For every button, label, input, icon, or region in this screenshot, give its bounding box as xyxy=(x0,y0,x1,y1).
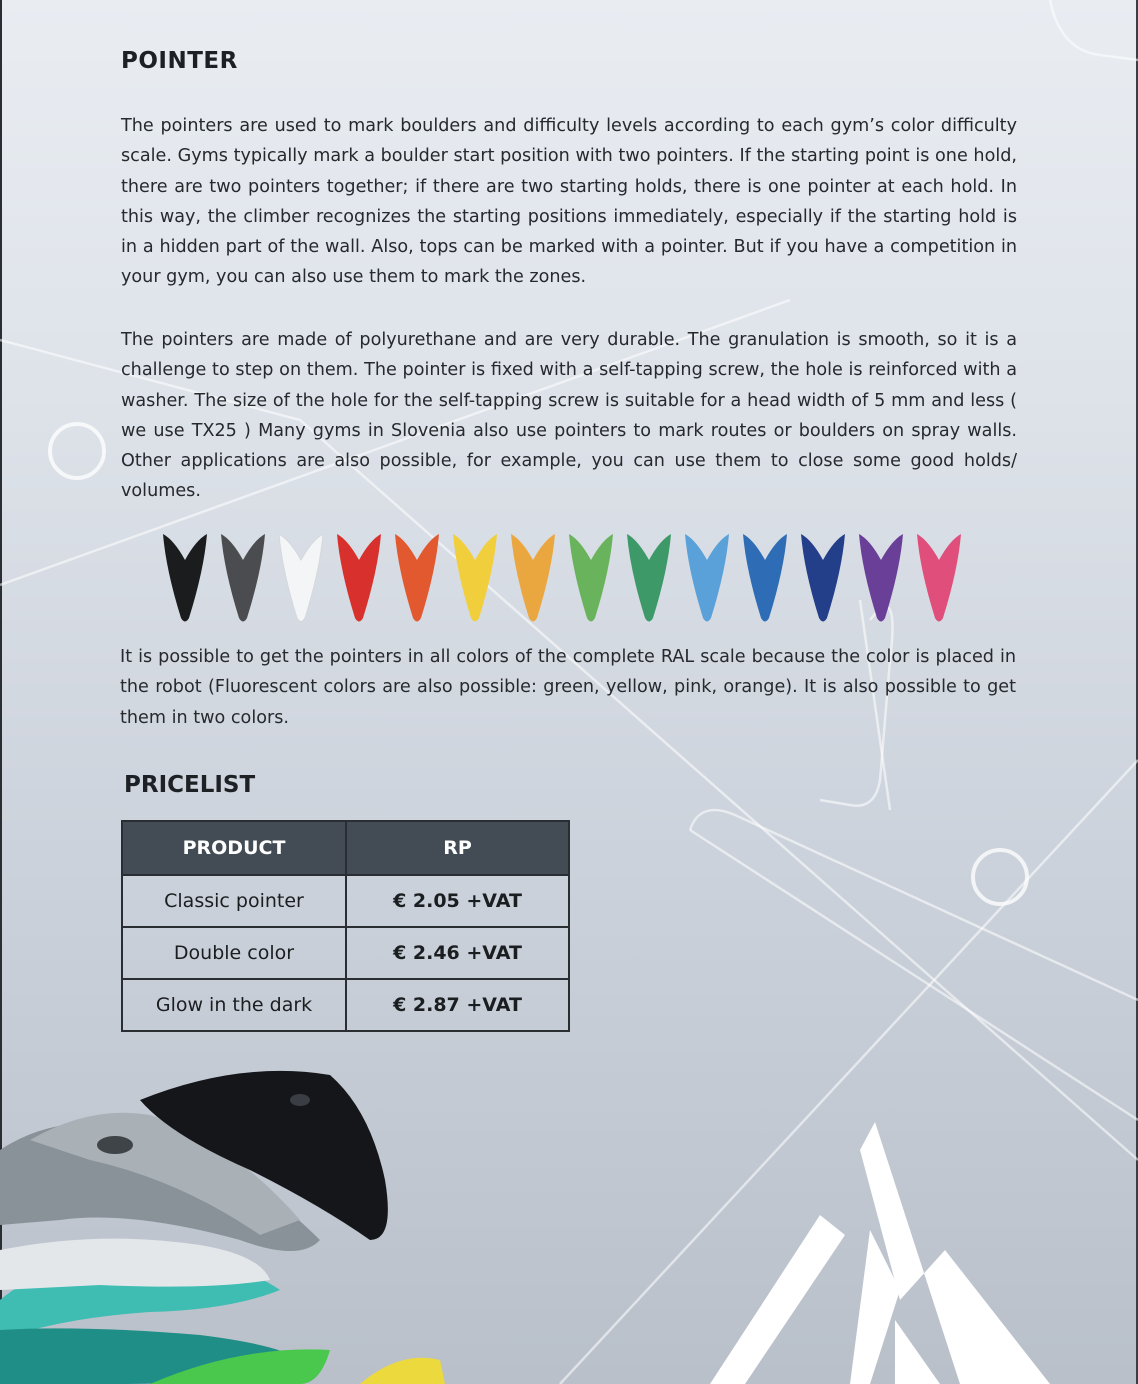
pointer-swatch xyxy=(914,530,964,624)
pointer-swatch xyxy=(566,530,616,624)
table-row xyxy=(122,927,569,979)
brand-logo xyxy=(710,1122,1050,1384)
product-name-cell: Double color xyxy=(122,927,346,979)
pointer-color-swatches xyxy=(160,530,970,626)
intro-paragraph: The pointers are used to mark boulders and difficulty levels according to each gym’s color difficulty scale. Gyms typically mark a boulder start position with two pointers. If the starting point is one hold, there are two pointers together; if there are two starting holds, there is one pointer at each hold. In this way, the climber recognizes the starting positions immediately, especially if the starting hold is in a hidden part of the wall. Also, tops can be marked with a pointer. But if you have a competition in your gym, you can also use them to mark the zones. xyxy=(121,116,1017,288)
price-cell: € 2.87 +VAT xyxy=(346,979,569,1031)
pointer-swatch xyxy=(160,530,210,624)
price-cell: € 2.05 +VAT xyxy=(346,875,569,927)
table-row xyxy=(122,979,569,1031)
price-column-header: RP xyxy=(346,821,569,875)
pointer-swatch xyxy=(392,530,442,624)
table-row xyxy=(122,875,569,927)
material-paragraph: The pointers are made of polyurethane and are very durable. The granulation is smooth, so it is a challenge to step on them. The pointer is fixed with a self-tapping screw, the hole is reinforced with a washer. The size of the hole for the self-tapping screw is suitable for a head width of 5 mm and less ( we use TX25 ) Many gyms in Slovenia also use pointers to mark routes or boulders on spray walls. Other applications are also possible, for example, you can use them to close some good holds/ volumes. xyxy=(121,330,1017,502)
pointer-swatch xyxy=(624,530,674,624)
pricelist-table xyxy=(121,820,570,1032)
product-column-header: PRODUCT xyxy=(122,821,346,875)
pointer-photo xyxy=(0,1071,445,1384)
product-name-cell: Classic pointer xyxy=(122,875,346,927)
pointer-swatch xyxy=(682,530,732,624)
product-name-cell: Glow in the dark xyxy=(122,979,346,1031)
pointer-swatch xyxy=(450,530,500,624)
pointer-swatch xyxy=(276,530,326,624)
colors-paragraph: It is possible to get the pointers in all colors of the complete RAL scale because the color is placed in the robot (Fluorescent colors are also possible: green, yellow, pink, orange). It is also possible to get them in two colors. xyxy=(120,647,1016,728)
pointer-swatch xyxy=(856,530,906,624)
pointer-swatch xyxy=(334,530,384,624)
pricelist-header-row xyxy=(122,821,569,875)
decorative-circle-left xyxy=(50,424,104,478)
price-cell: € 2.46 +VAT xyxy=(346,927,569,979)
page-title: POINTER xyxy=(121,48,238,74)
pointer-swatch xyxy=(218,530,268,624)
pricelist-title: PRICELIST xyxy=(124,772,256,798)
pointer-swatch xyxy=(740,530,790,624)
decorative-circle-right xyxy=(973,850,1027,904)
pointer-swatch xyxy=(798,530,848,624)
pointer-swatch xyxy=(508,530,558,624)
